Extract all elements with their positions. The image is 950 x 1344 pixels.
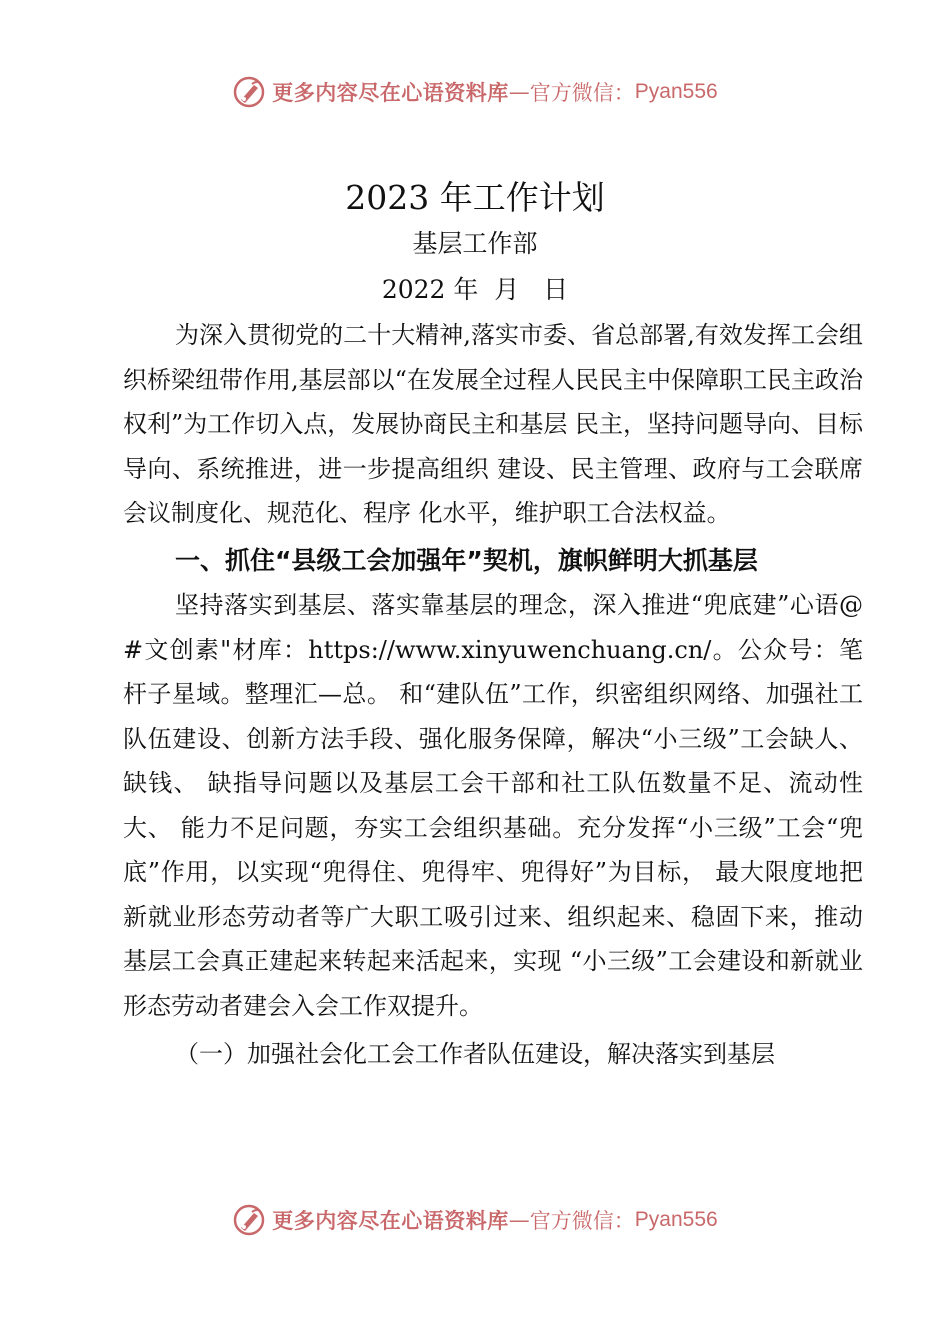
document-body [123,313,863,1077]
watermark-wechat-id: Pyan556 [634,80,718,103]
document-title: 2023 年工作计划 [345,178,605,217]
pen-nib-logo-icon [232,75,266,109]
pen-nib-logo-icon [232,1203,266,1237]
watermark-wechat-label: 官方微信： [529,81,635,105]
watermark-wechat-id: Pyan556 [634,1208,718,1231]
watermark-separator: — [508,1208,530,1232]
watermark-separator: — [508,80,530,104]
section-heading: 一、抓住“县级工会加强年”契机，旗帜鲜明大抓基层 [175,545,758,575]
watermark-footer [0,1200,950,1240]
watermark-brand: 更多内容尽在心语资料库 [272,80,509,105]
document-department: 基层工作部 [412,229,538,258]
watermark-wechat-label: 官方微信： [529,1209,635,1233]
watermark-header [0,72,950,112]
intro-paragraph: 为深入贯彻党的二十大精神,落实市委、省总部署,有效发挥工会组织桥梁纽带作用,基层部以“在发展全过程人民民主中保障职工民主政治权利”为工作切入点，发展协商民主和基层 民主，坚持问题导向、目标导向、系统推进，进一步提高组织 建设、民主管理、政府与工会联席会议制度化、规范化、程序 化水平，维护职工合法权益。 [123,321,863,527]
watermark-brand: 更多内容尽在心语资料库 [272,1208,509,1233]
document-date: 2022 年 月 日 [381,275,569,304]
subsection-heading: （一）加强社会化工会工作者队伍建设，解决落实到基层 [175,1040,775,1068]
section-paragraph: 坚持落实到基层、落实靠基层的理念，深入推进“兜底建”心语@#文创素"材库：https://www.xinyuwenchuang.cn/。公众号：笔杆子星域。整理汇—总。 和“建队伍”工作，织密组织网络、加强社工队伍建设、创新方法手段、强化服务保障，解决“小三级”工会缺人、缺钱、 缺指导问题以及基层工会干部和社工队伍数量不足、流动性大、 能力不足问题，夯实工会组织基础。充分发挥“小三级”工会“兜底”作用，以实现“兜得住、兜得牢、兜得好”为目标， 最大限度地把新就业形态劳动者等广大职工吸引过来、组织起来、稳固下来，推动基层工会真正建起来转起来活起来，实现 “小三级”工会建设和新就业形态劳动者建会入会工作双提升。 [123,591,863,1020]
